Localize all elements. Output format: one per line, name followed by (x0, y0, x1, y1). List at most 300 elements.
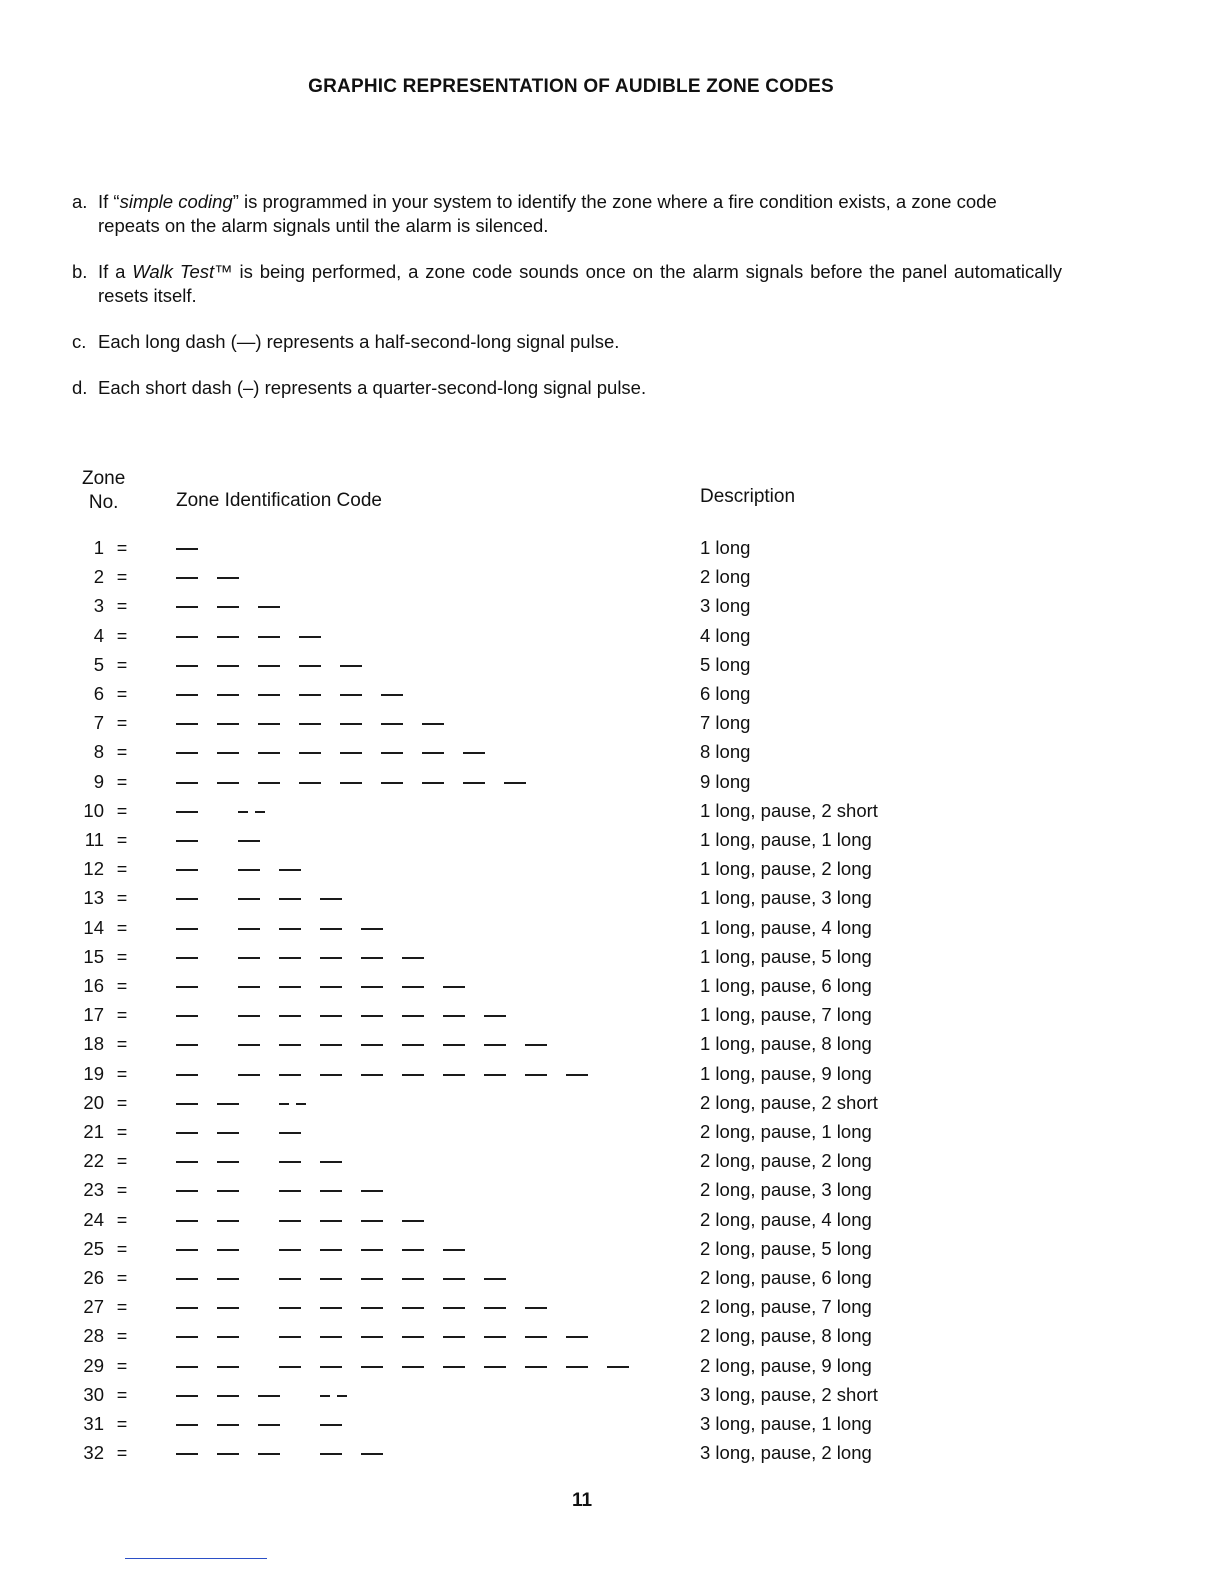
equals-sign: = (116, 1093, 128, 1113)
long-dash (176, 548, 198, 550)
equals-sign: = (116, 1297, 128, 1317)
long-dash (484, 1074, 506, 1076)
zone-number: 13 (83, 887, 104, 908)
zone-number: 11 (84, 829, 104, 850)
zone-description: 3 long, pause, 1 long (700, 1413, 872, 1434)
zone-number: 8 (93, 741, 104, 762)
zone-number: 23 (83, 1179, 104, 1200)
long-dash (279, 1044, 301, 1046)
long-dash (258, 665, 280, 667)
long-dash (176, 1366, 198, 1368)
long-dash (238, 869, 260, 871)
zone-number: 14 (83, 917, 104, 938)
long-dash (176, 723, 198, 725)
table-row (0, 1322, 1224, 1350)
long-dash (381, 782, 403, 784)
long-dash (217, 1132, 239, 1134)
long-dash (402, 957, 424, 959)
zone-description: 2 long, pause, 3 long (700, 1179, 872, 1200)
long-dash (299, 636, 321, 638)
long-dash (484, 1307, 506, 1309)
long-dash (361, 1336, 383, 1338)
long-dash (176, 957, 198, 959)
long-dash (258, 752, 280, 754)
table-row (0, 768, 1224, 796)
long-dash (279, 1161, 301, 1163)
long-dash (176, 898, 198, 900)
long-dash (217, 1453, 239, 1455)
long-dash (279, 1366, 301, 1368)
long-dash (463, 752, 485, 754)
long-dash (361, 957, 383, 959)
equals-sign: = (116, 1122, 128, 1142)
table-row (0, 1030, 1224, 1058)
long-dash (525, 1307, 547, 1309)
long-dash (238, 1015, 260, 1017)
equals-sign: = (116, 830, 128, 850)
zone-number: 32 (83, 1442, 104, 1463)
long-dash (176, 636, 198, 638)
long-dash (176, 694, 198, 696)
table-row (0, 1147, 1224, 1175)
emphasis: simple coding (119, 191, 233, 212)
long-dash (340, 694, 362, 696)
equals-sign: = (116, 538, 128, 558)
long-dash (217, 694, 239, 696)
long-dash (443, 1278, 465, 1280)
long-dash (566, 1336, 588, 1338)
table-row (0, 563, 1224, 591)
table-row (0, 1176, 1224, 1204)
zone-number: 25 (83, 1238, 104, 1259)
zone-description: 2 long, pause, 4 long (700, 1209, 872, 1230)
long-dash (320, 986, 342, 988)
long-dash (607, 1366, 629, 1368)
long-dash (320, 1366, 342, 1368)
long-dash (320, 1307, 342, 1309)
zone-description: 3 long, pause, 2 short (700, 1384, 878, 1405)
long-dash (217, 606, 239, 608)
long-dash (279, 957, 301, 959)
long-dash (258, 1453, 280, 1455)
note-marker: b. (72, 261, 88, 282)
zone-description: 1 long, pause, 1 long (700, 829, 872, 850)
zone-description: 8 long (700, 741, 751, 762)
notes-list (72, 190, 1062, 422)
table-row (0, 534, 1224, 562)
long-dash (176, 1307, 198, 1309)
zone-number: 28 (83, 1325, 104, 1346)
long-dash (402, 1336, 424, 1338)
zone-no-header: Zone No. (82, 468, 126, 513)
long-dash (402, 986, 424, 988)
table-row (0, 1206, 1224, 1234)
long-dash (381, 723, 403, 725)
zone-description: 2 long, pause, 6 long (700, 1267, 872, 1288)
long-dash (217, 1336, 239, 1338)
equals-sign: = (116, 567, 128, 587)
long-dash (402, 1366, 424, 1368)
long-dash (279, 1220, 301, 1222)
long-dash (320, 1424, 342, 1426)
long-dash (176, 1074, 198, 1076)
long-dash (443, 1015, 465, 1017)
long-dash (238, 928, 260, 930)
long-dash (361, 1044, 383, 1046)
equals-sign: = (116, 801, 128, 821)
long-dash (340, 782, 362, 784)
zone-description: 5 long (700, 654, 751, 675)
zone-number: 3 (93, 595, 104, 616)
equals-sign: = (116, 1151, 128, 1171)
equals-sign: = (116, 1210, 128, 1230)
long-dash (320, 1015, 342, 1017)
long-dash (217, 1366, 239, 1368)
long-dash (217, 1395, 239, 1397)
long-dash (176, 606, 198, 608)
long-dash (217, 1424, 239, 1426)
equals-sign: = (116, 947, 128, 967)
table-row (0, 1001, 1224, 1029)
long-dash (176, 811, 198, 813)
note-d (72, 376, 1062, 400)
long-dash (258, 1424, 280, 1426)
table-row (0, 972, 1224, 1000)
long-dash (217, 665, 239, 667)
zone-number: 19 (83, 1063, 104, 1084)
zone-description: 3 long, pause, 2 long (700, 1442, 872, 1463)
short-dash (337, 1395, 347, 1397)
equals-sign: = (116, 1064, 128, 1084)
zone-number: 9 (93, 771, 104, 792)
page-title: GRAPHIC REPRESENTATION OF AUDIBLE ZONE CODES (308, 76, 834, 97)
note-c (72, 330, 1062, 354)
equals-sign: = (116, 1326, 128, 1346)
note-text: If “simple coding” is programmed in your system to identify the zone where a fire condition exists, a zone code repeats on the alarm signals until the alarm is silenced. (98, 191, 997, 236)
long-dash (279, 869, 301, 871)
long-dash (443, 986, 465, 988)
note-marker: d. (72, 377, 88, 398)
long-dash (402, 1307, 424, 1309)
long-dash (217, 752, 239, 754)
long-dash (340, 665, 362, 667)
zone-description: 1 long, pause, 2 long (700, 858, 872, 879)
table-row (0, 797, 1224, 825)
zone-description: 2 long, pause, 9 long (700, 1355, 872, 1376)
equals-sign: = (116, 684, 128, 704)
long-dash (217, 577, 239, 579)
long-dash (279, 1249, 301, 1251)
long-dash (279, 1190, 301, 1192)
long-dash (340, 723, 362, 725)
equals-sign: = (116, 859, 128, 879)
table-row (0, 622, 1224, 650)
note-b (72, 260, 1062, 308)
long-dash (361, 1453, 383, 1455)
long-dash (525, 1336, 547, 1338)
long-dash (176, 665, 198, 667)
equals-sign: = (116, 888, 128, 908)
long-dash (217, 1161, 239, 1163)
long-dash (320, 928, 342, 930)
long-dash (320, 957, 342, 959)
long-dash (176, 840, 198, 842)
note-text: If a Walk Test™ is being performed, a zone code sounds once on the alarm signals before the panel automatically resets itself. (98, 261, 1062, 306)
long-dash (258, 606, 280, 608)
long-dash (361, 1074, 383, 1076)
zone-number: 1 (93, 537, 104, 558)
long-dash (176, 1015, 198, 1017)
equals-sign: = (116, 742, 128, 762)
zone-description: 1 long, pause, 7 long (700, 1004, 872, 1025)
long-dash (217, 1190, 239, 1192)
short-dash (238, 811, 248, 813)
long-dash (279, 1336, 301, 1338)
note-marker: c. (72, 331, 87, 352)
long-dash (176, 752, 198, 754)
table-row (0, 1089, 1224, 1117)
equals-sign: = (116, 1180, 128, 1200)
long-dash (176, 1336, 198, 1338)
long-dash (422, 782, 444, 784)
zone-number: 4 (93, 625, 104, 646)
note-text: Each short dash (–) represents a quarter-second-long signal pulse. (98, 377, 647, 398)
long-dash (320, 1074, 342, 1076)
long-dash (320, 1190, 342, 1192)
zone-description: 2 long, pause, 1 long (700, 1121, 872, 1142)
zone-description: 1 long, pause, 5 long (700, 946, 872, 967)
long-dash (381, 694, 403, 696)
table-row (0, 1381, 1224, 1409)
zone-number: 20 (83, 1092, 104, 1113)
long-dash (238, 898, 260, 900)
table-row (0, 1352, 1224, 1380)
long-dash (320, 1249, 342, 1251)
zone-number: 6 (93, 683, 104, 704)
long-dash (320, 1336, 342, 1338)
long-dash (176, 1249, 198, 1251)
long-dash (320, 1161, 342, 1163)
long-dash (217, 636, 239, 638)
long-dash (238, 1044, 260, 1046)
zone-number: 17 (83, 1004, 104, 1025)
table-row (0, 651, 1224, 679)
footer-rule (125, 1558, 267, 1559)
long-dash (299, 723, 321, 725)
long-dash (402, 1044, 424, 1046)
zone-description: 2 long, pause, 7 long (700, 1296, 872, 1317)
long-dash (463, 782, 485, 784)
zone-description: 4 long (700, 625, 751, 646)
table-row (0, 1264, 1224, 1292)
long-dash (279, 986, 301, 988)
zone-number: 10 (83, 800, 104, 821)
table-row (0, 826, 1224, 854)
zone-number: 30 (83, 1384, 104, 1405)
long-dash (299, 752, 321, 754)
zone-number: 26 (83, 1267, 104, 1288)
long-dash (279, 928, 301, 930)
long-dash (525, 1366, 547, 1368)
long-dash (443, 1044, 465, 1046)
zone-number: 2 (93, 566, 104, 587)
long-dash (320, 1453, 342, 1455)
long-dash (176, 1161, 198, 1163)
long-dash (504, 782, 526, 784)
long-dash (484, 1044, 506, 1046)
long-dash (299, 694, 321, 696)
long-dash (176, 1190, 198, 1192)
long-dash (217, 1307, 239, 1309)
zone-description: 6 long (700, 683, 751, 704)
zone-number: 31 (83, 1413, 104, 1434)
long-dash (443, 1307, 465, 1309)
zone-description: 2 long, pause, 2 long (700, 1150, 872, 1171)
long-dash (176, 1103, 198, 1105)
long-dash (299, 782, 321, 784)
zone-number: 18 (83, 1033, 104, 1054)
zone-description: 2 long (700, 566, 751, 587)
zone-description: 1 long, pause, 6 long (700, 975, 872, 996)
zone-number: 12 (83, 858, 104, 879)
zone-description: 1 long, pause, 8 long (700, 1033, 872, 1054)
long-dash (361, 928, 383, 930)
short-dash (296, 1103, 306, 1105)
equals-sign: = (116, 596, 128, 616)
long-dash (361, 986, 383, 988)
long-dash (402, 1074, 424, 1076)
table-row (0, 914, 1224, 942)
equals-sign: = (116, 1005, 128, 1025)
table-row (0, 943, 1224, 971)
long-dash (402, 1249, 424, 1251)
equals-sign: = (116, 1239, 128, 1259)
page-number: 11 (571, 1490, 593, 1511)
zone-number: 5 (93, 654, 104, 675)
long-dash (258, 782, 280, 784)
table-row (0, 1118, 1224, 1146)
long-dash (320, 1044, 342, 1046)
long-dash (443, 1366, 465, 1368)
note-marker: a. (72, 191, 88, 212)
equals-sign: = (116, 1414, 128, 1434)
equals-sign: = (116, 1443, 128, 1463)
long-dash (361, 1249, 383, 1251)
long-dash (340, 752, 362, 754)
long-dash (525, 1044, 547, 1046)
table-row (0, 1439, 1224, 1467)
long-dash (361, 1015, 383, 1017)
long-dash (484, 1278, 506, 1280)
long-dash (566, 1366, 588, 1368)
equals-sign: = (116, 626, 128, 646)
long-dash (484, 1015, 506, 1017)
long-dash (443, 1249, 465, 1251)
long-dash (238, 1074, 260, 1076)
zone-description: 1 long (700, 537, 751, 558)
table-row (0, 884, 1224, 912)
long-dash (176, 1278, 198, 1280)
table-row (0, 592, 1224, 620)
emphasis: Walk Test™ (132, 261, 233, 282)
long-dash (279, 1132, 301, 1134)
long-dash (217, 1249, 239, 1251)
zone-number: 27 (83, 1296, 104, 1317)
long-dash (176, 986, 198, 988)
zone-number: 7 (93, 712, 104, 733)
zone-number: 21 (83, 1121, 104, 1142)
zone-description: 7 long (700, 712, 751, 733)
long-dash (258, 636, 280, 638)
short-dash (255, 811, 265, 813)
long-dash (258, 723, 280, 725)
long-dash (176, 1132, 198, 1134)
long-dash (279, 1015, 301, 1017)
long-dash (361, 1366, 383, 1368)
long-dash (238, 957, 260, 959)
long-dash (217, 1103, 239, 1105)
long-dash (381, 752, 403, 754)
zone-description: 2 long, pause, 8 long (700, 1325, 872, 1346)
zone-description: 1 long, pause, 2 short (700, 800, 878, 821)
long-dash (361, 1220, 383, 1222)
long-dash (217, 1278, 239, 1280)
long-dash (299, 665, 321, 667)
table-row (0, 680, 1224, 708)
table-row (0, 1293, 1224, 1321)
zone-description: 1 long, pause, 9 long (700, 1063, 872, 1084)
long-dash (484, 1366, 506, 1368)
long-dash (525, 1074, 547, 1076)
equals-sign: = (116, 1356, 128, 1376)
zone-description: 9 long (700, 771, 751, 792)
description-header: Description (700, 486, 796, 507)
long-dash (320, 898, 342, 900)
long-dash (176, 1044, 198, 1046)
equals-sign: = (116, 976, 128, 996)
short-dash (320, 1395, 330, 1397)
table-row (0, 738, 1224, 766)
long-dash (238, 840, 260, 842)
note-a (72, 190, 1062, 238)
zone-number: 16 (83, 975, 104, 996)
long-dash (176, 782, 198, 784)
equals-sign: = (116, 1034, 128, 1054)
long-dash (402, 1015, 424, 1017)
long-dash (217, 782, 239, 784)
zone-number: 24 (83, 1209, 104, 1230)
zone-description: 2 long, pause, 2 short (700, 1092, 878, 1113)
table-row (0, 855, 1224, 883)
table-row (0, 709, 1224, 737)
equals-sign: = (116, 772, 128, 792)
zone-number: 22 (83, 1150, 104, 1171)
long-dash (258, 694, 280, 696)
long-dash (443, 1074, 465, 1076)
long-dash (176, 928, 198, 930)
long-dash (402, 1220, 424, 1222)
short-dash (279, 1103, 289, 1105)
long-dash (279, 1074, 301, 1076)
long-dash (361, 1190, 383, 1192)
equals-sign: = (116, 918, 128, 938)
equals-sign: = (116, 1268, 128, 1288)
long-dash (320, 1278, 342, 1280)
note-text: Each long dash (—) represents a half-second-long signal pulse. (98, 331, 620, 352)
table-row (0, 1410, 1224, 1438)
zone-description: 1 long, pause, 4 long (700, 917, 872, 938)
long-dash (176, 1395, 198, 1397)
